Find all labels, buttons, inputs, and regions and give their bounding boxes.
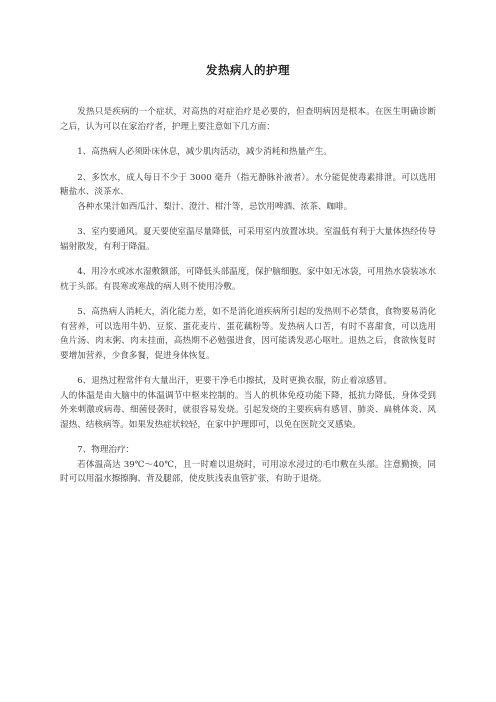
item-7-heading: 7、物理治疗： — [77, 445, 135, 455]
document-page — [60, 62, 436, 497]
item-6-paragraph — [60, 374, 436, 432]
item-4-paragraph: 4、用冷水或冰水湿敷额部，可降低头部温度，保护脑细胞。家中如无冰袋，可用热水袋装冰水枕于头部。有畏寒或寒战的病人则不使用冷敷。 — [60, 267, 436, 292]
item-2-line-1: 2、多饮水，成人每日不少于 3000 毫升（指无静脉补液者）。水分能促使毒素排泄。可以选用糖盐水、淡茶水、 — [60, 172, 436, 197]
item-5-paragraph: 5、高热病人消耗大，消化能力差，如不是消化道疾病所引起的发热则不必禁食，食物要易消化有营养，可以选用牛奶、豆浆、蛋花麦片、蛋花藕粉等。发热病人口苦，有时不喜甜食，可以选用鱼片汤、肉末粥、肉末挂面，高热期不必勉强进食，因可能诱发恶心呕吐。退热之后，食欲恢复时要增加营养，少食多餐，促进身体恢复。 — [60, 307, 436, 361]
item-2-paragraph — [60, 171, 436, 215]
item-7-paragraph — [60, 443, 436, 487]
item-7-body: 若体温高达 39℃～40℃，且一时难以退烧时，可用凉水浸过的毛巾敷在头部。注意勤换，同时可以用温水擦擦胸、背及腿部，使皮肤浅表血管扩张，有助于退烧。 — [60, 459, 436, 484]
item-2-line-2: 各种水果汁如西瓜汁、梨汁、澄汁、柑汁等，忌饮用啤酒、浓茶、咖啡。 — [77, 201, 353, 212]
item-6-line-2: 人的体温是由大脑中的体温调节中枢来控制的。当人的机体免疫功能下降，抵抗力降低，身体受到外来刺激或病毒、细菌侵袭时，就很容易发烧。引起发烧的主要疾病有感冒、肺炎、扁桃体炎、风湿热、结核病等。如果发热症状较轻，在家中护理即可，以免在医院交叉感染。 — [60, 390, 436, 430]
intro-paragraph: 发热只是疾病的一个症状，对高热的对症治疗是必要的，但查明病因是根本。在医生明确诊断之后，认为可以在家治疗者，护理上要注意如下几方面： — [60, 107, 436, 132]
item-1-paragraph: 1、高热病人必须卧床休息，减少肌肉活动，减少消耗和热量产生。 — [77, 147, 332, 157]
document-title: 发热病人的护理 — [206, 63, 290, 77]
item-6-line-1: 6、退热过程常伴有大量出汗，更要干净毛巾擦拭，及时更换衣服，防止着凉感冒。 — [77, 376, 393, 386]
item-3-paragraph: 3、室内要通风。夏天要使室温尽量降低，可采用室内放置冰块。室温低有利于大量体热经传导辐射散发，有利于降温。 — [60, 227, 436, 252]
